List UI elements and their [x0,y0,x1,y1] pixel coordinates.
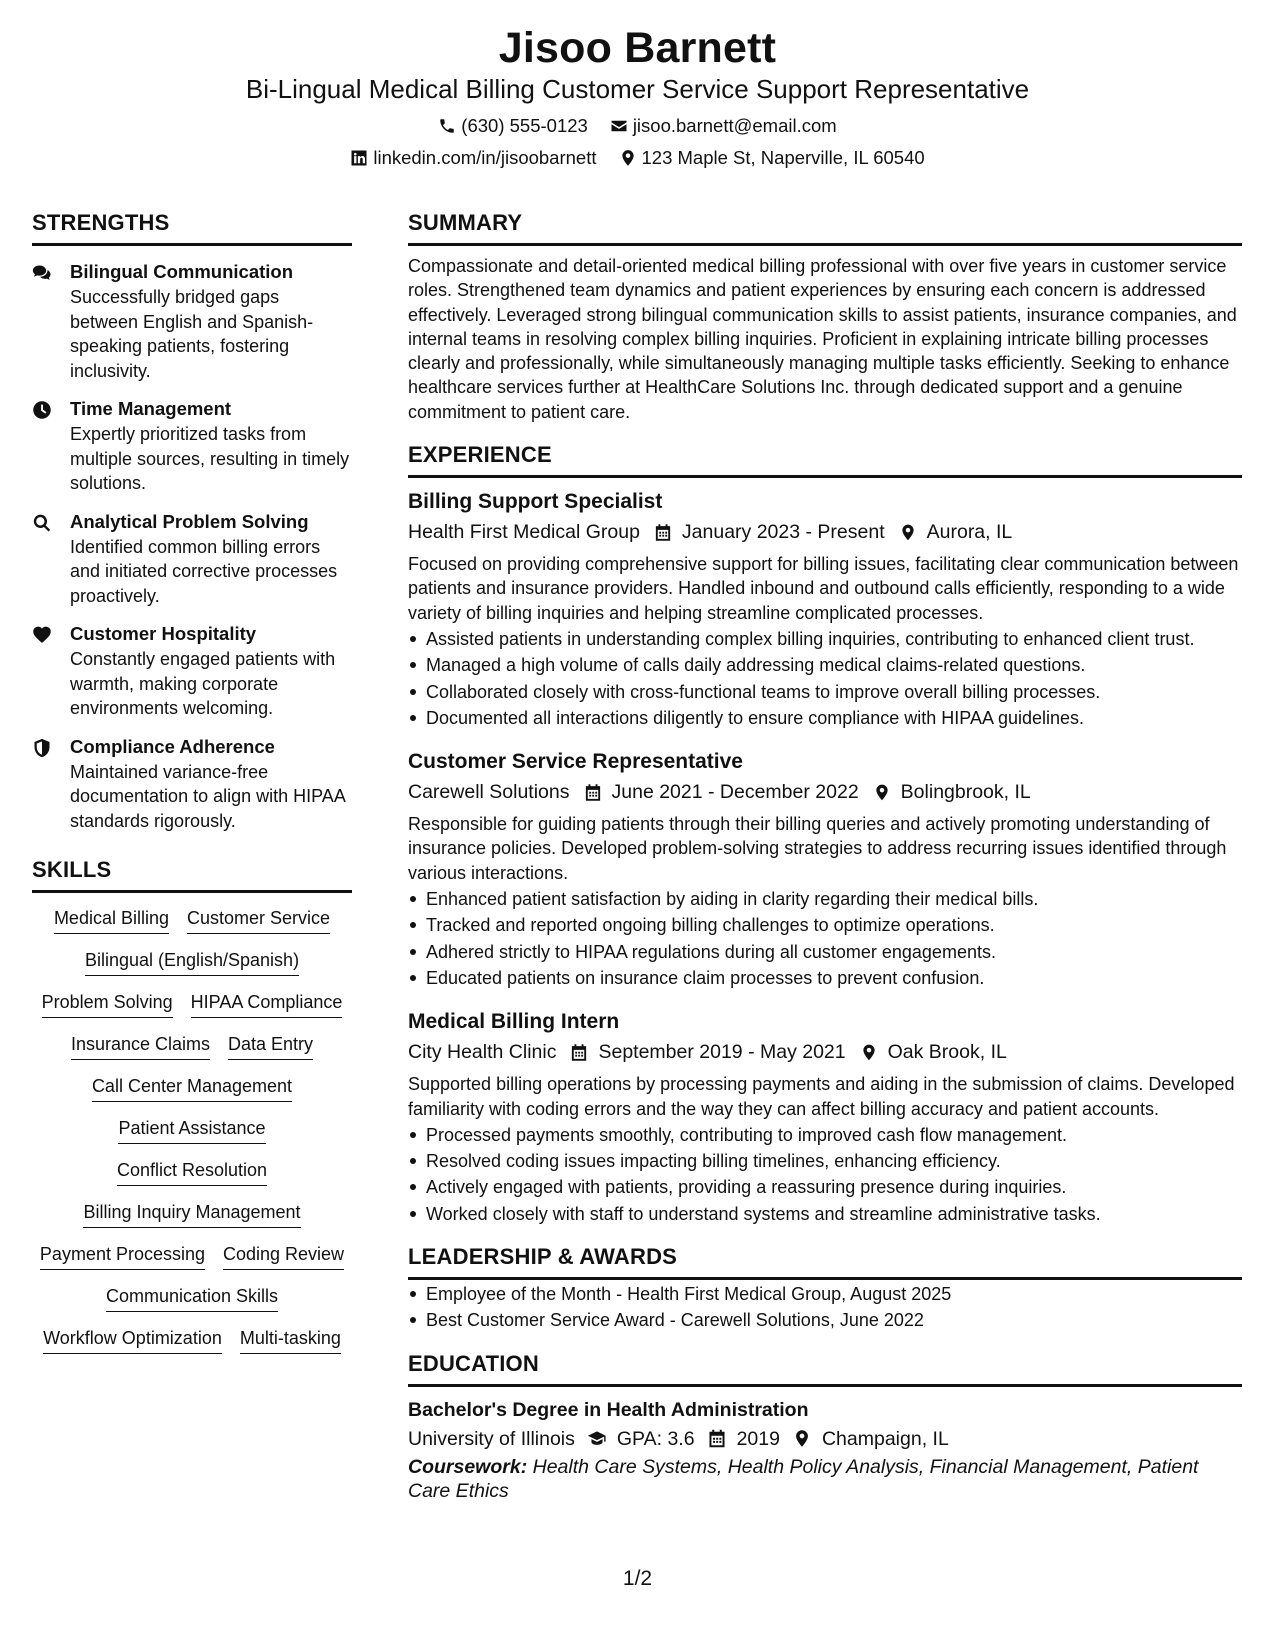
left-column [32,208,352,1354]
strength-description: Identified common billing errors and initiated corrective processes proactively. [70,536,338,606]
job-meta [408,519,1242,545]
strength-item [32,260,352,383]
strength-description: Expertly prioritized tasks from multiple sources, resulting in timely solutions. [70,424,350,493]
email-text[interactable]: jisoo.barnett@email.com [632,115,837,136]
education-gpa: GPA: 3.6 [616,1427,695,1450]
job-entry [408,748,1242,990]
job-dates: June 2021 - December 2022 [611,781,859,804]
job-bullet: Documented all interactions diligently to ensure compliance with HIPAA guidelines. [408,706,1242,730]
address-contact [619,146,925,170]
job-bullet: Enhanced patient satisfaction by aiding in clarity regarding their medical bills. [408,887,1242,911]
map-pin-icon [873,783,891,802]
job-meta [408,1039,1242,1065]
skill-tag: Patient Assistance [118,1117,265,1144]
job-company: Health First Medical Group [408,521,640,544]
right-column [408,208,1242,1503]
job-bullet: Tracked and reported ongoing billing challenges to optimize operations. [408,913,1242,937]
envelope-icon [610,117,628,135]
graduation-cap-icon [587,1429,607,1448]
awards-list [408,1282,1242,1333]
award-item: Employee of the Month - Health First Medical Group, August 2025 [408,1282,1242,1306]
skill-tag: HIPAA Compliance [191,991,343,1018]
strength-description: Constantly engaged patients with warmth, making corporate environments welcoming. [70,649,336,718]
education-year: 2019 [736,1427,780,1450]
coursework-text: Health Care Systems, Health Policy Analysis, Financial Management, Patient Care Ethics [408,1455,1199,1502]
strength-item [32,622,352,721]
contact-row-2 [0,146,1275,170]
coursework-label: Coursework: [408,1455,528,1478]
strength-title: Bilingual Communication [70,261,294,282]
job-description: Supported billing operations by processing payments and aiding in the submission of claims. Developed familiarity with coding errors and the way they can affect billing accuracy and patient accounts. [408,1074,1235,1119]
skill-tag: Bilingual (English/Spanish) [85,949,299,976]
map-pin-icon [619,149,637,167]
job-title: Medical Billing Intern [408,1010,620,1034]
calendar-icon [584,783,602,802]
skill-tag: Conflict Resolution [117,1159,267,1186]
address-text: 123 Maple St, Naperville, IL 60540 [641,147,925,168]
job-description: Responsible for guiding patients through their billing queries and actively promoting understanding of insurance policies. Developed problem-solving strategies to address recurring issues identified through various interactions. [408,814,1227,883]
calendar-icon [707,1429,727,1448]
job-bullets [408,1123,1242,1226]
job-bullets [408,627,1242,730]
skill-tag: Communication Skills [106,1285,278,1312]
skill-tag: Billing Inquiry Management [83,1201,300,1228]
resume-header [0,22,1275,170]
strength-description: Successfully bridged gaps between English and Spanish-speaking patients, fostering inclusivity. [70,287,314,381]
job-bullet: Actively engaged with patients, providing a reassuring presence during inquiries. [408,1175,1242,1199]
job-company: Carewell Solutions [408,781,570,804]
strength-item [32,510,352,609]
job-entry [408,1008,1242,1226]
strength-title: Compliance Adherence [70,735,275,757]
map-pin-icon [860,1043,878,1062]
comments-icon [32,263,52,283]
map-pin-icon [899,523,917,542]
skills-list [32,907,352,1354]
awards-heading: LEADERSHIP & AWARDS [408,1242,1242,1280]
search-icon [32,513,52,533]
skill-tag: Customer Service [187,907,330,934]
clock-icon [32,400,52,420]
page-number: 1/2 [622,1567,653,1590]
contact-row-1 [0,114,1275,138]
strength-item [32,735,352,834]
calendar-icon [654,523,672,542]
calendar-icon [570,1043,588,1062]
phone-contact [438,114,588,138]
job-bullet: Assisted patients in understanding complex billing inquiries, contributing to enhanced client trust. [408,627,1242,651]
job-location: Bolingbrook, IL [900,781,1031,804]
phone-text: (630) 555-0123 [461,115,588,136]
skills-heading: SKILLS [32,855,352,893]
job-title: Billing Support Specialist [408,490,663,514]
job-bullet: Collaborated closely with cross-functional teams to improve overall billing processes. [408,680,1242,704]
education-degree: Bachelor's Degree in Health Administration [408,1398,809,1421]
job-bullet: Resolved coding issues impacting billing timelines, enhancing efficiency. [408,1149,1242,1173]
job-bullet: Adhered strictly to HIPAA regulations during all customer engagements. [408,940,1242,964]
phone-icon [438,117,456,135]
job-bullet: Managed a high volume of calls daily addressing medical claims-related questions. [408,653,1242,677]
job-company: City Health Clinic [408,1041,557,1064]
strengths-heading: STRENGTHS [32,208,352,246]
job-dates: January 2023 - Present [681,521,885,544]
summary-heading: SUMMARY [408,208,1242,246]
shield-icon [32,738,52,758]
award-item: Best Customer Service Award - Carewell Solutions, June 2022 [408,1308,1242,1332]
skill-tag: Multi-tasking [240,1327,341,1354]
education-heading: EDUCATION [408,1349,1242,1387]
skill-tag: Call Center Management [92,1075,292,1102]
job-description: Focused on providing comprehensive support for billing issues, facilitating clear communication between patients and insurance providers. Handled inbound and outbound calls efficiently, responding to a wide variety of billing inquiries and helping streamline complicated processes. [408,554,1239,623]
job-meta [408,779,1242,805]
job-bullet: Educated patients on insurance claim processes to prevent confusion. [408,966,1242,990]
job-location: Aurora, IL [926,521,1013,544]
job-bullet: Worked closely with staff to understand systems and streamline administrative tasks. [408,1202,1242,1226]
linkedin-icon [350,149,368,167]
skill-tag: Problem Solving [42,991,173,1018]
job-bullets [408,887,1242,990]
heart-icon [32,625,52,645]
job-location: Oak Brook, IL [887,1041,1007,1064]
job-title: Customer Service Representative [408,750,743,774]
education-coursework [408,1455,1242,1503]
experience-heading: EXPERIENCE [408,440,1242,478]
job-entry [408,488,1242,730]
job-dates: September 2019 - May 2021 [598,1041,846,1064]
strength-title: Customer Hospitality [70,623,257,644]
skill-tag: Medical Billing [54,907,169,934]
education-location: Champaign, IL [821,1427,949,1450]
skill-tag: Coding Review [223,1243,344,1270]
skill-tag: Payment Processing [40,1243,205,1270]
linkedin-text[interactable]: linkedin.com/in/jisoobarnett [373,147,597,168]
skill-tag: Data Entry [228,1033,313,1060]
email-contact[interactable] [610,114,837,138]
candidate-role: Bi-Lingual Medical Billing Customer Service Support Representative [245,74,1030,104]
summary-text: Compassionate and detail-oriented medical billing professional with over five years in customer service roles. Strengthened team dynamics and patient experiences by ensuring each concern is addressed effectively. Leveraged strong bilingual communication skills to assist patients, insurance companies, and internal teams in resolving complex billing inquiries. Proficient in explaining intricate billing processes clearly and professionally, while simultaneously managing multiple tasks efficiently. Seeking to enhance healthcare services further at HealthCare Solutions Inc. through dedicated support and a genuine commitment to patient care. [408,256,1237,422]
skill-tag: Insurance Claims [71,1033,210,1060]
job-bullet: Processed payments smoothly, contributing to improved cash flow management. [408,1123,1242,1147]
skill-tag: Workflow Optimization [43,1327,222,1354]
education-meta [408,1426,1242,1452]
education-school: University of Illinois [408,1427,575,1450]
strength-description: Maintained variance-free documentation to align with HIPAA standards rigorously. [70,761,345,831]
map-pin-icon [792,1429,812,1448]
strength-item [32,397,352,496]
strength-title: Analytical Problem Solving [70,510,309,532]
candidate-name: Jisoo Barnett [498,24,777,72]
linkedin-contact[interactable] [350,146,596,170]
strength-title: Time Management [70,398,232,419]
